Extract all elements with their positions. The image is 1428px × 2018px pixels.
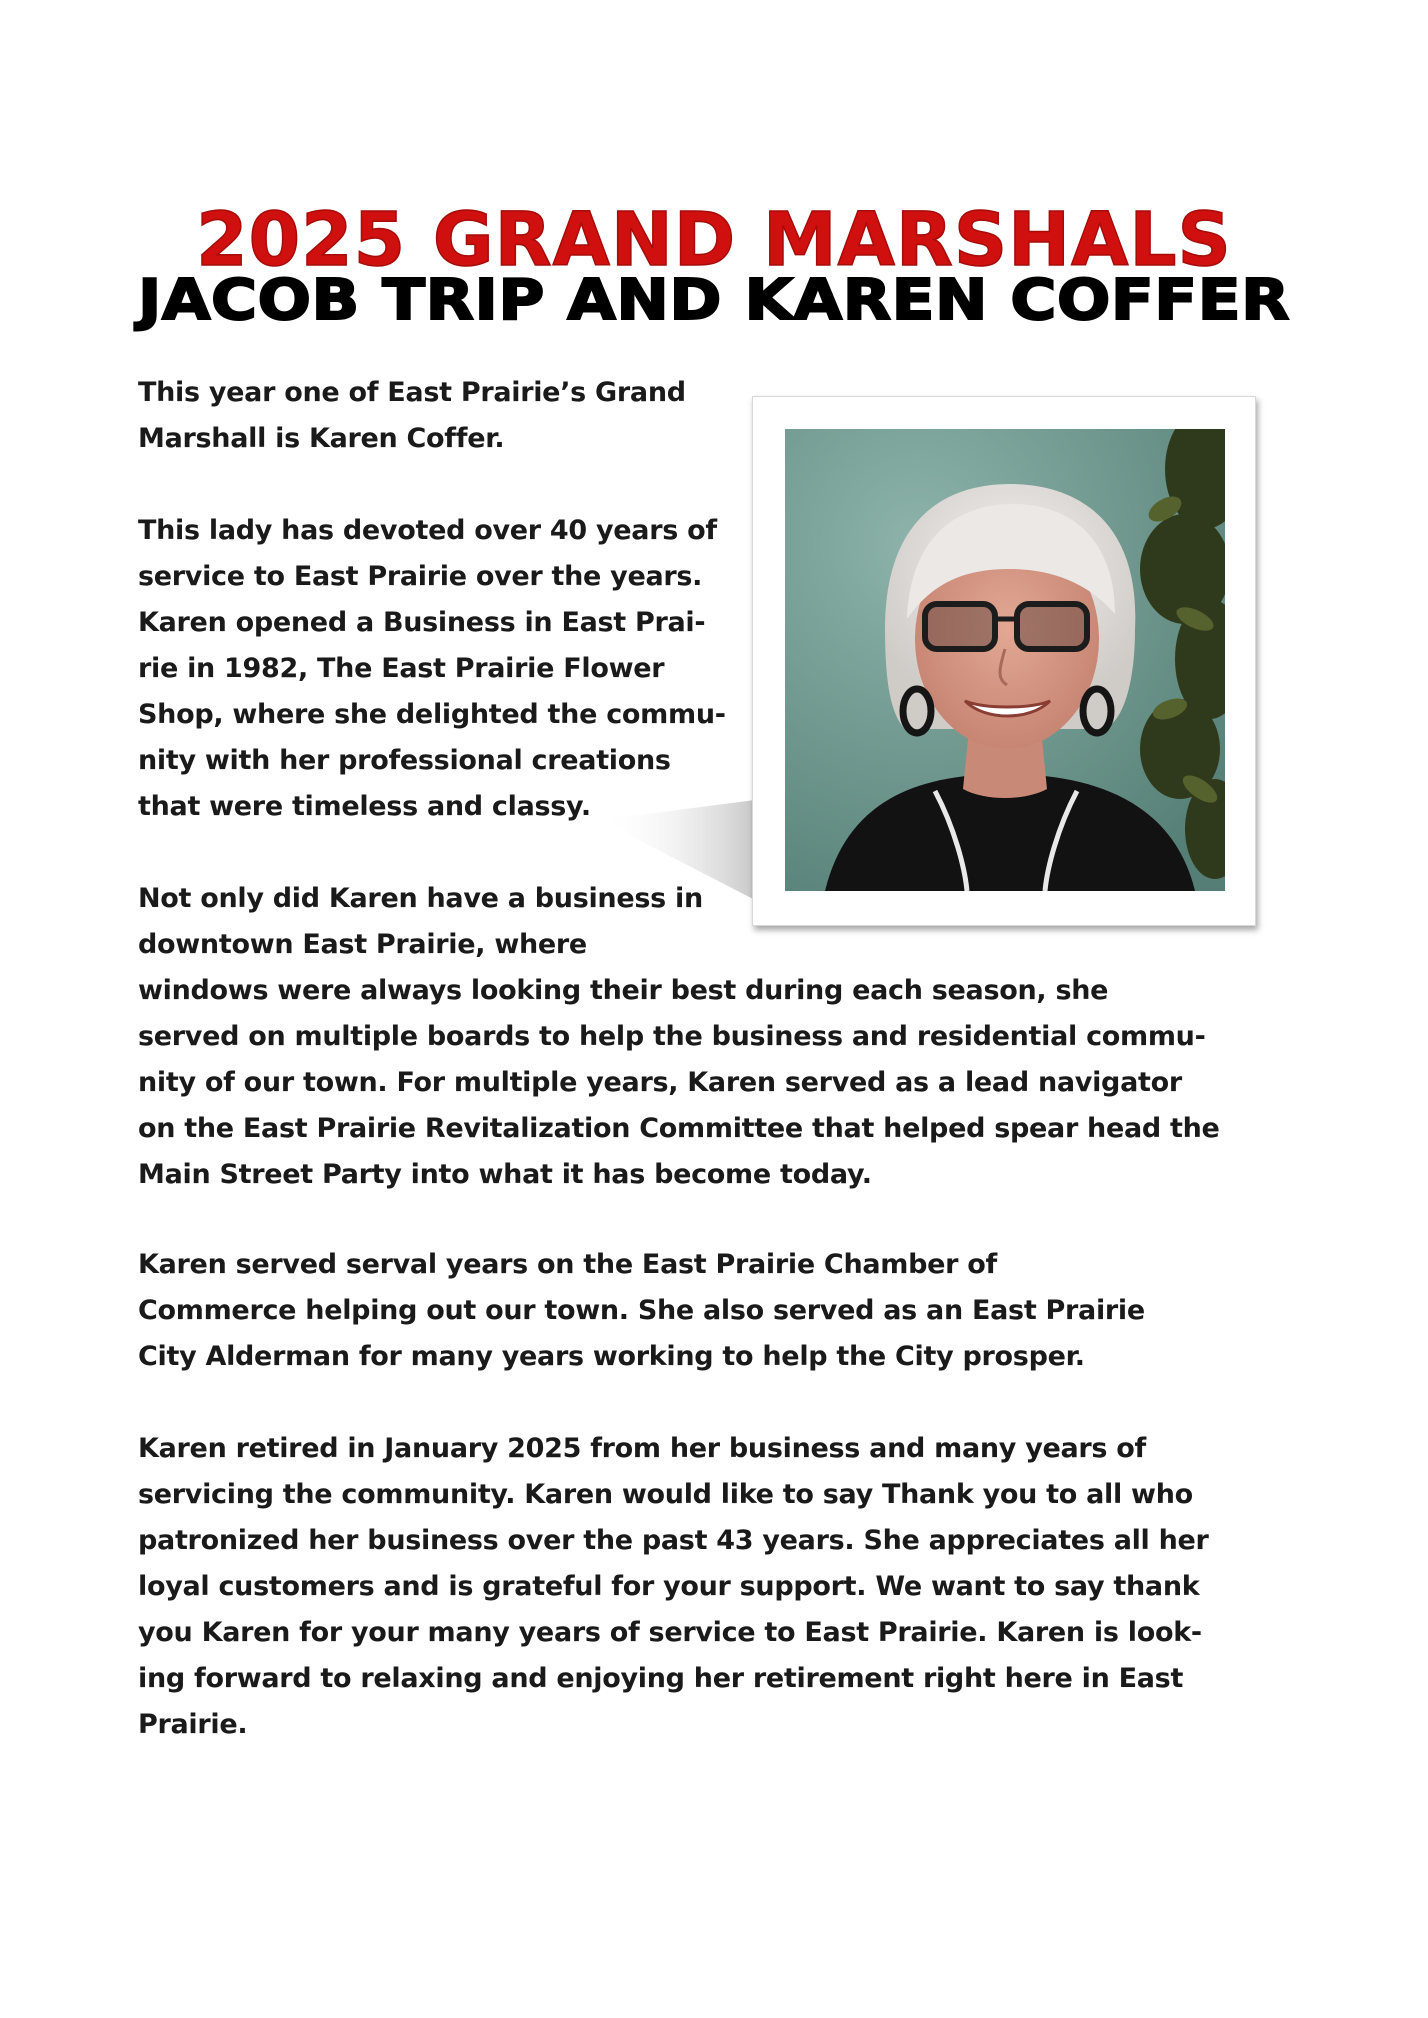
photo-frame xyxy=(752,396,1256,926)
page-title: 2025 GRAND MARSHALS xyxy=(196,197,1232,283)
paragraph-flower-shop: This lady has devoted over 40 years of service to East Prairie over the years. Karen opened a Business in East Prai- rie in 1982, The East Prairie Flower Shop, where she delighted the commu- nity with her professional creations that were timeless and classy. xyxy=(138,515,726,822)
paragraph-downtown-business: Not only did Karen have a business in downtown East Prairie, where windows were always looking their best during each season, she served on multiple boards to help the business and residential commu- nity of our town. For multiple years, Karen served as a lead navigator on the East Prairie Revitalization Committee that helped spear head the Main Street Party into what it has become today. xyxy=(138,883,1220,1190)
paragraph-retirement: Karen retired in January 2025 from her business and many years of servicing the community. Karen would like to say Thank you to all who patronized her business over the past 43 years. She appreciates all her loyal customers and is grateful for your support. We want to say thank you Karen for your many years of service to East Prairie. Karen is look- ing forward to relaxing and enjoying her retirement right here in East Prairie. xyxy=(138,1433,1209,1740)
page-subtitle: JACOB TRIP AND KAREN COFFER xyxy=(138,268,1290,333)
paragraph-intro: This year one of East Prairie’s Grand Marshall is Karen Coffer. xyxy=(138,377,686,454)
paragraph-chamber-alderman: Karen served serval years on the East Prairie Chamber of Commerce helping out our town. She also served as an East Prairie City Alderman for many years working to help the City prosper. xyxy=(138,1249,1145,1372)
portrait-photo xyxy=(785,429,1225,891)
portrait-illustration xyxy=(785,429,1225,891)
